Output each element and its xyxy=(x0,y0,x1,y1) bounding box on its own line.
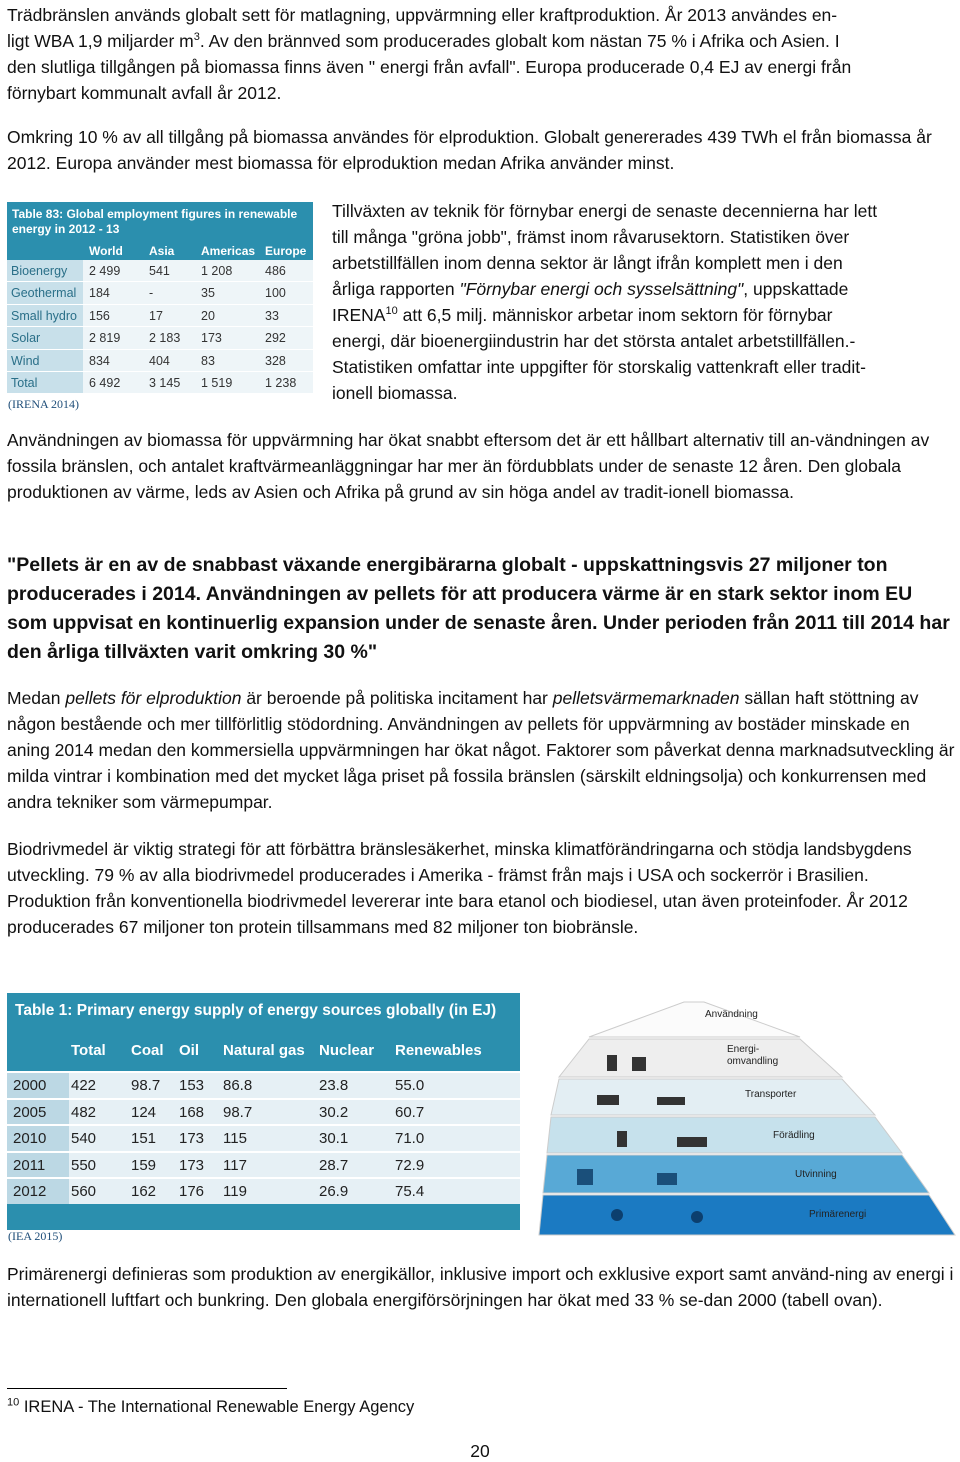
employment-paragraph: Tillväxten av teknik för förnybar energi de senaste decennierna har lett till många "gröna jobb", främst inom råvarusektorn. Statistiken över arbetstillfällen inom denna sektor är långt ifrån komplett men i den årliga rapporten "Förnybar energi och sysselsättning", uppskattade IRENA$^{10}$ att 6,5 milj. människor arbetar inom sektorn för förnybar energi, där bioenergiindustrin har det största antalet arbetstillfällen.- Statistiken omfattar inte uppgifter för storskalig vattenkraft eller tradit- ionell biomassa. xyxy=(332,201,878,403)
paragraph-elproduktion: Omkring 10 % av all tillgång på biomassa användes för elproduktion. Globalt genererades 439 TWh el från biomassa år 2012. Europa använder mest biomassa för elproduktion medan Afrika använder minst. xyxy=(7,127,932,173)
train-icon xyxy=(657,1097,685,1105)
table-83-title: Table 83: Global employment figures in renewable energy in 2012 - 13 xyxy=(7,202,313,242)
intro-line-3: den slutliga tillgången på biomassa finns även " energi från avfall". Europa producerade 0,4 EJ av energi från xyxy=(7,57,852,77)
intro-line-1: Trädbränslen används globalt sett för matlagning, uppvärmning eller kraftproduktion. År 2013 användes en- xyxy=(7,5,838,25)
pyramid-level-conversion xyxy=(559,1039,842,1077)
refinery-icon xyxy=(617,1131,627,1147)
paragraph-pellets: Medan pellets för elproduktion är beroende på politiska incitament har pelletsvärmemarknaden sällan haft stöttning av någon bestående och mer tillförlitlig stödordning. Användningen av pellets för uppvärmning av bostäder minskade en aning 2014 medan den kommersiella uppvärmningen har ökat något. Faktorer som påverkat denna marknadsutveckling är milda vintrar i kombination med det mycket låga priset på fossila bränslen (särskilt eldningsolja) och konkurrensen med andra tekniker som värmepumpar. xyxy=(7,688,955,812)
resource-icon xyxy=(611,1209,623,1221)
footnote-ref-10: 10 xyxy=(385,305,398,318)
table-row: Geothermal 184 - 35 100 xyxy=(7,282,313,304)
pyramid-level-primary xyxy=(539,1195,955,1235)
table-1-header-row: Total Coal Oil Natural gas Nuclear Renewables xyxy=(71,1042,482,1059)
intro-line-4: förnybart kommunalt avfall år 2012. xyxy=(7,83,282,103)
table-row: 2011 550 159 173 117 28.7 72.9 xyxy=(7,1151,520,1178)
energy-pyramid-illustration xyxy=(537,997,957,1237)
pyramid-label-extraction: Utvinning xyxy=(795,1169,837,1180)
pyramid-label-conversion-2: omvandling xyxy=(727,1056,779,1067)
intro-line-2: ligt WBA 1,9 miljarder $m^3$. Av den brännved som producerades globalt kom nästan 75 % i Afrika och Asien. I xyxy=(7,31,840,51)
factory-icon xyxy=(607,1055,617,1071)
primary-energy-table-image xyxy=(7,993,520,1230)
table-1-title: Table 1: Primary energy supply of energy sources globally (in EJ) xyxy=(15,1002,497,1019)
truck-icon xyxy=(597,1095,619,1105)
table-row: Total 6 492 3 145 1 519 1 238 xyxy=(7,372,313,394)
table-row: Bioenergy 2 499 541 1 208 486 xyxy=(7,260,313,282)
paragraph-primarenergi: Primärenergi definieras som produktion av energikällor, inklusive import och exklusive export samt använd-ning av energi i internationell luftfart och bunkring. Den globala energiförsörjningen har ökat med 33 % se-dan 2000 (tabell ovan). xyxy=(7,1264,954,1310)
table-row: Solar 2 819 2 183 173 292 xyxy=(7,327,313,349)
pyramid-level-extraction xyxy=(543,1155,929,1193)
pyramid-label-use: Användning xyxy=(705,1009,758,1020)
footnote: $^{10}$ IRENA - The International Renewable Energy Agency xyxy=(7,1396,415,1416)
table-row: 2005 482 124 168 98.7 30.2 60.7 xyxy=(7,1098,520,1125)
table-row: Small hydro 156 17 20 33 xyxy=(7,305,313,327)
plant-icon xyxy=(677,1137,707,1147)
intro-paragraph xyxy=(7,2,955,106)
paragraph-uppvarmning: Användningen av biomassa för uppvärmning har ökat snabbt eftersom det är ett hållbart alternativ till an-vändningen av fossila bränslen, och antalet kraftvärmeanläggningar har mer än fördubblats under de senaste 12 åren. Den globala produktionen av värme, leds av Asien och Afrika på grund av sin höga andel av tradit-ionell biomassa. xyxy=(7,430,930,502)
excavator-icon xyxy=(657,1173,677,1185)
table-row: 2010 540 151 173 115 30.1 71.0 xyxy=(7,1124,520,1151)
footnote-divider xyxy=(7,1388,287,1389)
table-row: Wind 834 404 83 328 xyxy=(7,350,313,372)
table-row: 2000 422 98.7 153 86.8 23.8 55.0 xyxy=(7,1071,520,1098)
pyramid-level-refining xyxy=(547,1117,902,1153)
resource-icon xyxy=(691,1211,703,1223)
oil-rig-icon xyxy=(577,1169,593,1185)
table-1-source: (IEA 2015) xyxy=(8,1229,63,1243)
power-plant-icon xyxy=(632,1057,646,1071)
table-83-header-row: World Asia Americas Europe xyxy=(7,242,313,260)
paragraph-biodrivmedel: Biodrivmedel är viktig strategi för att förbättra bränslesäkerhet, minska klimatförändringarna och stödja landsbygdens utveckling. 79 % av alla biodrivmedel producerades i Amerika - främst från majs i USA och sockerrör i Brasilien. Produktion från konventionella biodrivmedel levererar inte bara etanol och biodiesel, utan även proteinfoder. År 2012 producerades 67 miljoner ton protein tillsammans med 82 miljoner ton biobränsle. xyxy=(7,839,912,937)
pyramid-label-primary: Primärenergi xyxy=(809,1209,867,1220)
page-number: 20 xyxy=(470,1441,490,1461)
table-row: 2012 560 162 176 119 26.9 75.4 xyxy=(7,1177,520,1204)
pyramid-label-refining: Förädling xyxy=(773,1130,815,1141)
employment-table-image xyxy=(7,202,313,412)
superscript-3: 3 xyxy=(193,31,200,44)
pyramid-label-conversion-1: Energi- xyxy=(727,1044,760,1055)
pyramid-label-transport: Transporter xyxy=(745,1089,797,1100)
table-83-source: (IRENA 2014) xyxy=(8,397,79,411)
pellets-quote: "Pellets är en av de snabbast växande energibärarna globalt - uppskattningsvis 27 miljoner ton producerades i 2014. Användningen av pellets för att producera värme är en stark sektor inom EU som uppvisat en kontinuerlig expansion under de senaste åren. Under perioden från 2011 till 2014 har den årliga tillväxten varit omkring 30 %" xyxy=(7,554,950,663)
pyramid-level-use xyxy=(589,1002,800,1037)
